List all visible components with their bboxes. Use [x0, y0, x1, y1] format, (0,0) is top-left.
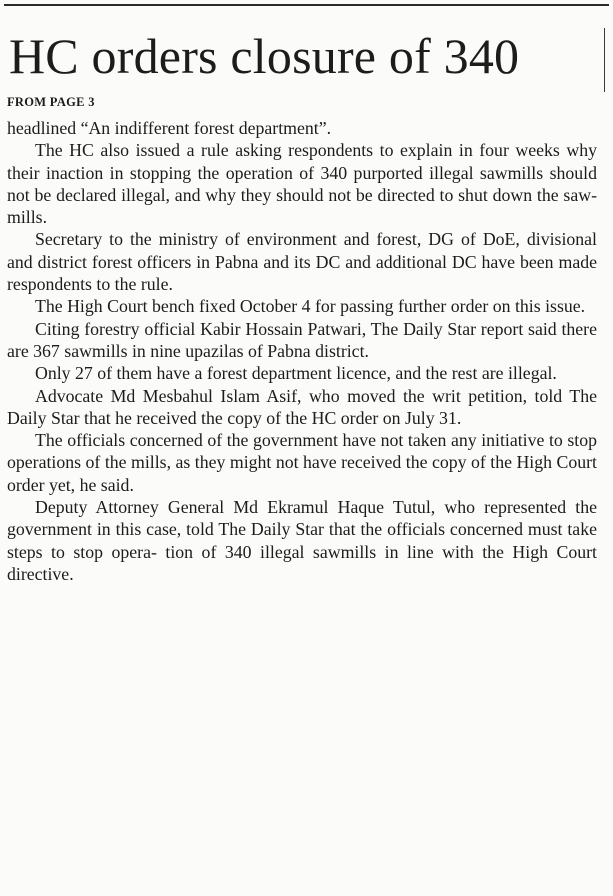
- paragraph-5: Citing forestry official Kabir Hossain Patwari, The Daily Star report said there are 367 sawmills in nine upazilas of Pabna district.: [7, 318, 597, 361]
- paragraph-1: headlined “An indifferent forest department”.: [7, 118, 332, 138]
- continuation-label: FROM PAGE 3: [7, 95, 95, 109]
- paragraph-6: Only 27 of them have a forest department licence, and the rest are illegal.: [35, 363, 557, 384]
- headline: HC orders closure of 340: [9, 28, 520, 84]
- article-body: [7, 117, 597, 585]
- paragraph-3: Secretary to the ministry of environment and forest, DG of DoE, divisional and district forest officers in Pabna and its DC and additional DC have been made respondents to the rule.: [7, 229, 597, 295]
- paragraph-2: The HC also issued a rule asking respondents to explain in four weeks why their inaction in stopping the operation of 340 purported illegal sawmills should not be declared illegal, and why they should not be directed to shut down the saw- mills.: [7, 140, 597, 228]
- paragraph-8: The officials concerned of the government have not taken any initiative to stop operations of the mills, as they might not have received the copy of the High Court order yet, he said.: [7, 430, 597, 495]
- paragraph-9: Deputy Attorney General Md Ekramul Haque Tutul, who represented the government in this case, told The Daily Star that the officials concerned must take steps to stop opera- tion of 340 illegal sawmills in line with the High Court directive.: [7, 497, 597, 584]
- paragraph-7: Advocate Md Mesbahul Islam Asif, who moved the writ petition, told The Daily Star that he received the copy of the HC order on July 31.: [7, 385, 597, 428]
- paragraph-4: The High Court bench fixed October 4 for passing further order on this issue.: [35, 296, 586, 317]
- top-rule: [4, 4, 609, 6]
